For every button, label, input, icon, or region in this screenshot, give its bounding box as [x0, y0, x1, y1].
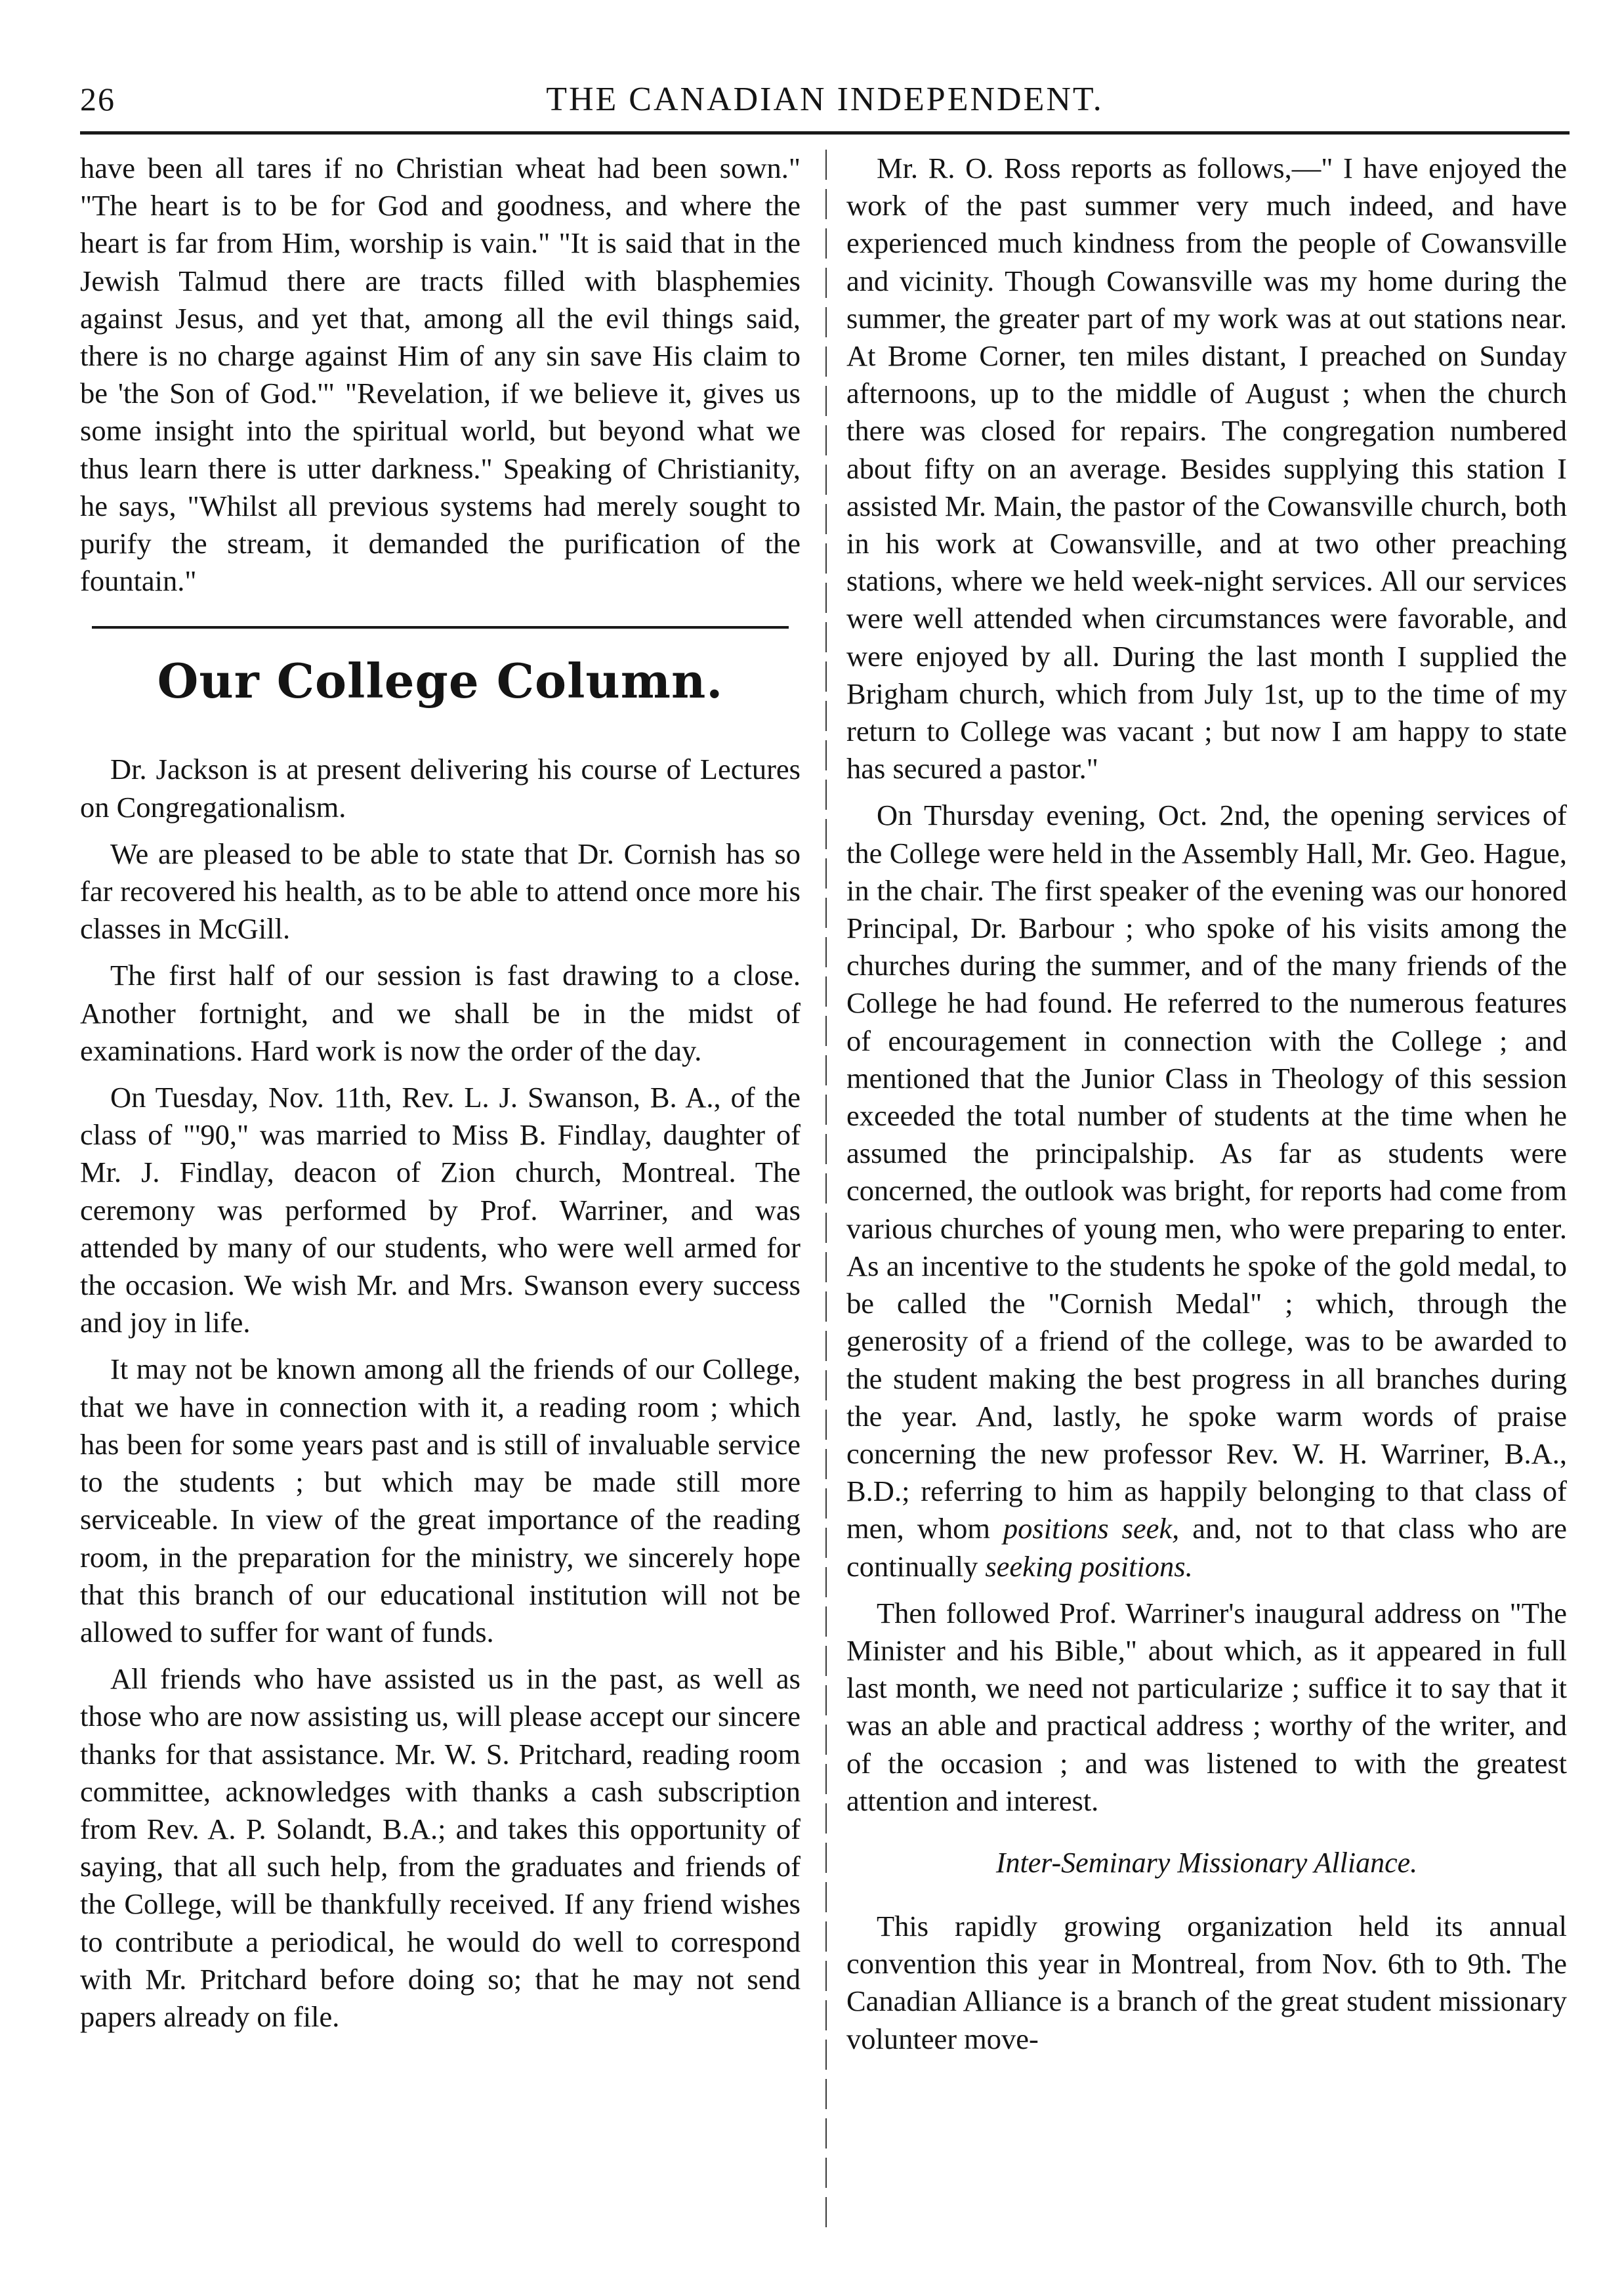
college-paragraph: On Tuesday, Nov. 11th, Rev. L. J. Swanson, B. A., of the class of "'90," was married to Miss B. Findlay, daughter of Mr. J. Findlay, deacon of Zion church, Montreal. The ceremony was performed by Prof. Warriner, and was attended by many of our students, who were well armed for the occasion. We wish Mr. and Mrs. Swanson every success and joy in life. — [80, 1081, 801, 1339]
running-title: THE CANADIAN INDEPENDENT. — [546, 81, 1104, 118]
college-paragraph: We are pleased to be able to state that Dr. Cornish has so far recovered his health, as to be able to attend once more his classes in McGill. — [80, 837, 801, 946]
column-divider — [825, 150, 827, 2236]
section-rule — [92, 626, 789, 629]
page-header — [80, 80, 1570, 130]
inaugural-address-paragraph: Then followed Prof. Warriner's inaugural address on "The Minister and his Bible," about which, as it appeared in full last month, we need not particularize ; suffice it to say that it was an able and practical address ; worthy of the writer, and of the occasion ; and was listened to with the greatest attention and interest. — [846, 1596, 1567, 1817]
college-paragraph: All friends who have assisted us in the past, as well as those who are now assisting us, will please accept our sincere thanks for that assistance. Mr. W. S. Pritchard, reading room committee, acknowledges with thanks a cash subscription from Rev. A. P. Solandt, B.A.; and takes this opportunity of saying, that all such help, from the graduates and friends of the College, will be thankfully received. If any friend wishes to contribute a periodical, he would do well to correspond with Mr. Pritchard before doing so; that he may not send papers already on file. — [80, 1662, 801, 2033]
page-number: 26 — [80, 81, 115, 117]
subheading: Inter-Seminary Missionary Alliance. — [995, 1846, 1418, 1879]
italic-phrase: seeking positions. — [985, 1549, 1193, 1583]
continued-paragraph: have been all tares if no Christian wheat had been sown." "The heart is to be for God and goodness, and where the heart is far from Him, worship is vain." "It is said that in the Jewish Talmud there are tracts filled with blasphemies against Jesus, and yet that, among all the evil things said, there is no charge against Him of any sin save His claim to be 'the Son of God.'" "Revelation, if we believe it, gives us some insight into the spiritual world, but beyond what we thus learn there is utter darkness." Speaking of Christianity, he says, "Whilst all previous systems had merely sought to purify the stream, it demanded the purification of the fountain." — [80, 152, 801, 598]
opening-services-paragraph — [846, 797, 1567, 1585]
college-paragraph: Dr. Jackson is at present delivering his course of Lectures on Congregationalism. — [80, 753, 801, 824]
ross-report-paragraph: Mr. R. O. Ross reports as follows,—" I have enjoyed the work of the past summer very much indeed, and have experienced much kindness from the people of Cowansville and vicinity. Though Cowansville was my home during the summer, the greater part of my work was at out stations near. At Brome Corner, ten miles distant, I preached on Sunday afternoons, up to the middle of August ; when the church there was closed for repairs. The congregation numbered about fifty on an average. Besides supplying this station I assisted Mr. Main, the pastor of the Cowansville church, both in his work at Cowansville, and at two other preaching stations, where we held week-night services. All our services were well attended when circumstances were favorable, and were enjoyed by all. During the last month I supplied the Brigham church, which from July 1st, up to the time of my return to College was vacant ; but now I am happy to state has secured a pastor." — [846, 152, 1567, 786]
opening-services-text-cont: and, not to that class who are continually — [846, 1512, 1567, 1583]
college-paragraph: It may not be known among all the friends of our College, that we have in connection with it, a reading room ; which has been for some years past and is still of invaluable service to the students ; but which may be made still more serviceable. In view of the great importance of the reading room, in the preparation for the ministry, we sincerely hope that this branch of our educational institution will not be allowed to suffer for want of funds. — [80, 1352, 801, 1648]
italic-phrase: positions seek, — [1003, 1512, 1180, 1545]
opening-services-text: On Thursday evening, Oct. 2nd, the opening services of the College were held in the Assembly Hall, Mr. Geo. Hague, in the chair. The first speaker of the evening was our honored Principal, Dr. Barbour ; who spoke of his visits among the churches during the summer, and of the many friends of the College he had found. He referred to the numerous features of encouragement in connection with the College ; and mentioned that the Junior Class in Theology of this session exceeded the total number of students at the time when he assumed the principalship. As far as students were concerned, the outlook was bright, for reports had come from various churches of young men, who were preparing to enter. As an incentive to the students he spoke of the gold medal, to be called the "Cornish Medal" ; which, through the generosity of a friend of the college, was to be awarded to the student making the best progress in all branches during the year. And, lastly, he spoke warm words of praise concerning the new professor Rev. W. H. Warriner, B.A., B.D.; referring to him as happily belonging to that class of men, whom — [846, 799, 1567, 1545]
header-rule — [80, 131, 1570, 135]
right-column — [846, 150, 1567, 2236]
section-title: Our College Column. — [157, 653, 724, 709]
left-column — [80, 150, 801, 2236]
college-paragraph: The first half of our session is fast drawing to a close. Another fortnight, and we shall be in the midst of examinations. Hard work is now the order of the day. — [80, 959, 801, 1067]
alliance-paragraph: This rapidly growing organization held its annual convention this year in Montreal, from Nov. 6th to 9th. The Canadian Alliance is a branch of the great student missionary volunteer move- — [846, 1909, 1567, 2055]
